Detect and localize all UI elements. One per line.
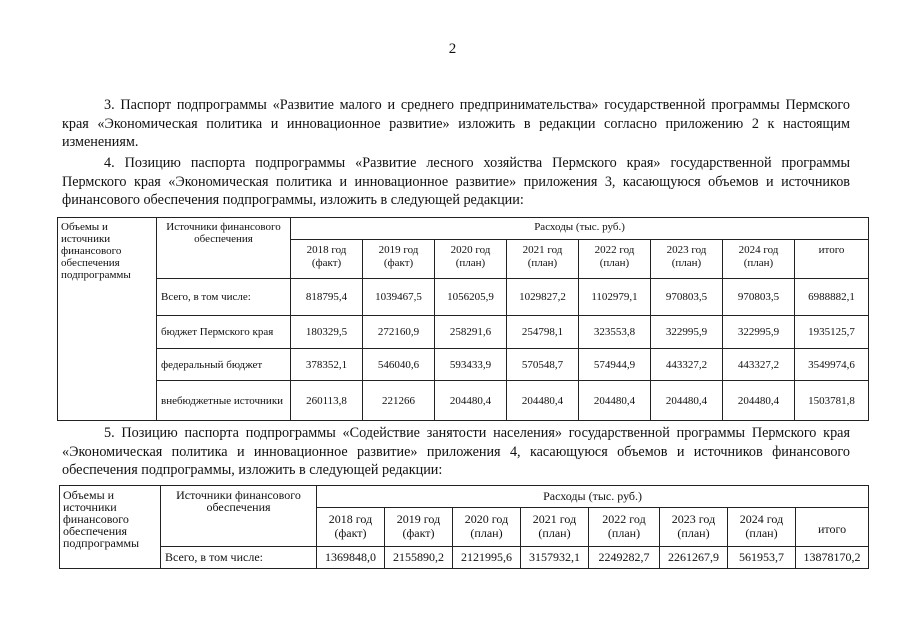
value-cell: 1039467,5 (363, 279, 435, 316)
header-expenses-cell: Расходы (тыс. руб.) (317, 486, 869, 508)
paragraph-5: 5. Позицию паспорта подпрограммы «Содействие занятости населения» государственной программы Пермского края «Экономическая политика и инновационное развитие» приложения 4, касающуюся объемов и источников финансового обеспечения подпрограммы, изложить в следующей редакции: (62, 425, 850, 479)
value-cell: 970803,5 (723, 279, 795, 316)
value-cell: 818795,4 (291, 279, 363, 316)
label-volumes-cell: Объемы и источники финансового обеспечения подпрограммы (60, 486, 161, 569)
value-cell: 204480,4 (579, 381, 651, 421)
total-header-cell: итого (796, 508, 869, 547)
total-value-cell: 1503781,8 (795, 381, 869, 421)
value-cell: 204480,4 (651, 381, 723, 421)
value-cell: 570548,7 (507, 349, 579, 381)
value-cell: 378352,1 (291, 349, 363, 381)
year-kind-label: (план) (745, 526, 778, 540)
value-cell: 2121995,6 (453, 547, 521, 569)
year-kind-label: (факт) (383, 257, 414, 269)
value-cell: 1369848,0 (317, 547, 385, 569)
year-header-cell (660, 508, 728, 547)
year-label: 2023 год (671, 512, 716, 526)
year-label: 2018 год (306, 244, 347, 256)
year-header-cell (317, 508, 385, 547)
value-cell: 322995,9 (723, 316, 795, 349)
year-kind-label: (план) (607, 526, 641, 540)
year-kind-label: (план) (527, 257, 558, 269)
year-header-cell (291, 240, 363, 279)
year-header-cell (728, 508, 796, 547)
paragraph-4: 4. Позицию паспорта подпрограммы «Развитие лесного хозяйства Пермского края» государственной программы Пермского края «Экономическая политика и инновационное развитие» приложения 3, касающуюся объемов и источников финансового обеспечения подпрограммы, изложить в следующей редакции: (62, 155, 850, 209)
year-header-cell (363, 240, 435, 279)
year-kind-label: (план) (599, 257, 630, 269)
value-cell: 322995,9 (651, 316, 723, 349)
year-header-cell (507, 240, 579, 279)
value-cell: 254798,1 (507, 316, 579, 349)
year-label: 2022 год (594, 244, 635, 256)
year-header-cell (521, 508, 589, 547)
value-cell: 272160,9 (363, 316, 435, 349)
financing-table-forestry (57, 217, 869, 421)
value-cell: 204480,4 (507, 381, 579, 421)
year-label: 2020 год (450, 244, 491, 256)
total-value-cell: 3549974,6 (795, 349, 869, 381)
total-value-cell: 6988882,1 (795, 279, 869, 316)
total-value-cell: 1935125,7 (795, 316, 869, 349)
value-cell: 2155890,2 (385, 547, 453, 569)
table-row (58, 349, 869, 381)
total-header-cell: итого (795, 240, 869, 279)
year-header-cell (453, 508, 521, 547)
year-kind-label: (факт) (334, 526, 367, 540)
year-kind-label: (факт) (311, 257, 342, 269)
financing-table-employment (59, 485, 869, 569)
year-header-cell (385, 508, 453, 547)
year-label: 2021 год (522, 244, 563, 256)
value-cell: 323553,8 (579, 316, 651, 349)
year-label: 2019 год (378, 244, 419, 256)
source-label: внебюджетные источники (157, 381, 291, 421)
header-sources-cell: Источники финансового обеспечения (157, 218, 291, 279)
table-row (58, 381, 869, 421)
year-label: 2022 год (602, 512, 646, 526)
table-row (60, 547, 869, 569)
table-row (58, 279, 869, 316)
year-label: 2023 год (666, 244, 707, 256)
value-cell: 2261267,9 (660, 547, 728, 569)
value-cell: 546040,6 (363, 349, 435, 381)
label-volumes-cell: Объемы и источники финансового обеспечения подпрограммы (58, 218, 157, 421)
year-header-cell (589, 508, 660, 547)
source-label: федеральный бюджет (157, 349, 291, 381)
value-cell: 970803,5 (651, 279, 723, 316)
year-label: 2021 год (532, 512, 577, 526)
year-label: 2024 год (738, 244, 779, 256)
year-kind-label: (план) (470, 526, 503, 540)
value-cell: 1029827,2 (507, 279, 579, 316)
table-row (58, 316, 869, 349)
year-label: 2024 год (739, 512, 784, 526)
source-label: Всего, в том числе: (157, 279, 291, 316)
value-cell: 561953,7 (728, 547, 796, 569)
year-label: 2020 год (464, 512, 509, 526)
value-cell: 3157932,1 (521, 547, 589, 569)
year-kind-label: (план) (538, 526, 571, 540)
year-label: 2019 год (396, 512, 441, 526)
value-cell: 180329,5 (291, 316, 363, 349)
value-cell: 204480,4 (435, 381, 507, 421)
year-header-cell (723, 240, 795, 279)
value-cell: 258291,6 (435, 316, 507, 349)
source-label: бюджет Пермского края (157, 316, 291, 349)
year-kind-label: (план) (455, 257, 486, 269)
year-kind-label: (план) (743, 257, 774, 269)
paragraph-3: 3. Паспорт подпрограммы «Развитие малого и среднего предпринимательства» государственной программы Пермского края «Экономическая политика и инновационное развитие» изложить в редакции согласно приложению 2 к настоящим изменениям. (62, 97, 850, 151)
year-kind-label: (план) (671, 257, 702, 269)
value-cell: 1056205,9 (435, 279, 507, 316)
header-expenses-cell: Расходы (тыс. руб.) (291, 218, 869, 240)
year-header-cell (651, 240, 723, 279)
value-cell: 574944,9 (579, 349, 651, 381)
year-kind-label: (план) (677, 526, 710, 540)
value-cell: 204480,4 (723, 381, 795, 421)
year-header-cell (579, 240, 651, 279)
value-cell: 1102979,1 (579, 279, 651, 316)
year-label: 2018 год (328, 512, 373, 526)
year-header-cell (435, 240, 507, 279)
value-cell: 443327,2 (723, 349, 795, 381)
value-cell: 593433,9 (435, 349, 507, 381)
value-cell: 2249282,7 (589, 547, 660, 569)
value-cell: 221266 (363, 381, 435, 421)
total-value-cell: 13878170,2 (796, 547, 869, 569)
page-number: 2 (448, 41, 457, 57)
source-label: Всего, в том числе: (161, 547, 317, 569)
value-cell: 443327,2 (651, 349, 723, 381)
value-cell: 260113,8 (291, 381, 363, 421)
year-kind-label: (факт) (402, 526, 435, 540)
header-sources-cell: Источники финансового обеспечения (161, 486, 317, 547)
